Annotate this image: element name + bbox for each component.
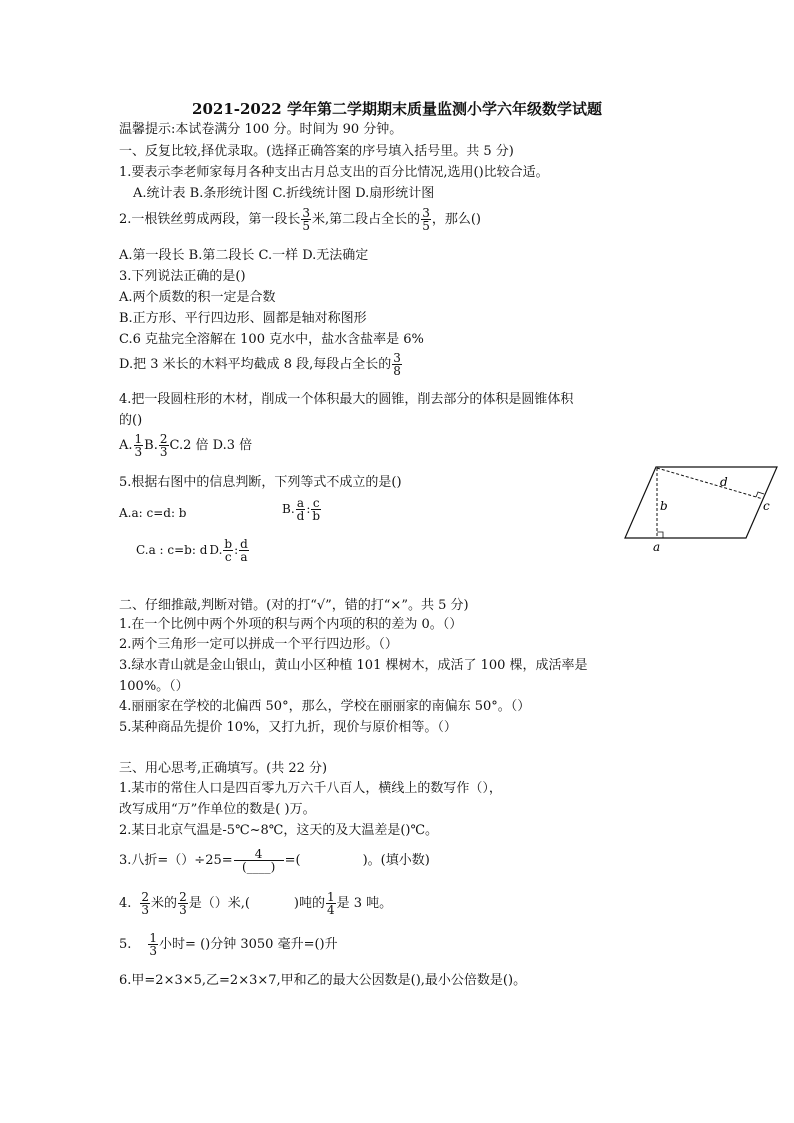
s3-q2: 2.某日北京气温是-5℃~8℃，这天的及大温差是()℃。 — [119, 823, 439, 838]
fraction: $\frac{d}{a}$ — [240, 537, 248, 564]
fraction: $\frac{3}{5}$ — [422, 206, 430, 233]
s1-q5-option-cd: C.a : c=b: d D. $\frac{b}{c}$ : $\frac{d}{a}$ — [136, 537, 248, 564]
s1-q3-option-c: C.6 克盐完全溶解在 100 克水中，盐水含盐率是 6% — [119, 332, 424, 347]
s2-q3-line2: 100%。（） — [119, 679, 189, 694]
s1-q5-option-a: A.a: c=d: b — [119, 506, 187, 520]
s1-q4-line2: 的() — [119, 413, 143, 428]
s3-q3: 3.八折=（）÷25= $\frac{4}{(\_\_\_\_)}$ =( )。(填小数) — [119, 847, 430, 874]
label-c: c — [763, 499, 770, 513]
s2-q4: 4.丽丽家在学校的北偏西 50°，那么，学校在丽丽家的南偏东 50°。（） — [119, 699, 531, 714]
s1-q5-option-b: B. $\frac{a}{d}$ : $\frac{c}{b}$ — [282, 496, 321, 523]
diagonal-line-d — [657, 468, 763, 499]
s1-q2-options: A.第一段长 B.第二段长 C.一样 D.无法确定 — [119, 248, 369, 263]
s1-q3-option-b: B.正方形、平行四边形、圆都是轴对称图形 — [119, 311, 367, 326]
label-b: b — [660, 499, 668, 513]
s1-q3: 3.下列说法正确的是() — [119, 269, 246, 284]
fraction: $\frac{c}{b}$ — [312, 496, 321, 523]
s2-q3-line1: 3.绿水青山就是金山银山，黄山小区种植 101 棵树木，成活了 100 棵，成活率是 — [119, 658, 588, 673]
s1-q4-line1: 4.把一段圆柱形的木材，削成一个体积最大的圆锥，削去部分的体积是圆锥体积 — [119, 392, 574, 407]
fraction: $\frac{2}{3}$ — [179, 890, 187, 917]
fraction: $\frac{1}{3}$ — [134, 432, 143, 459]
s2-q1: 1.在一个比例中两个外项的积与两个内项的积的差为 0。（） — [119, 617, 463, 632]
s3-q4: 4. $\frac{2}{3}$ 米的 $\frac{2}{3}$ 是（）米,( )吨的 $\frac{1}{4}$ 是 3 吨。 — [119, 890, 393, 917]
s1-q1: 1.要表示李老师家每月各种支出古月总支出的百分比情况,选用()比较合适。 — [119, 165, 549, 180]
s3-q5: 5. $\frac{1}{3}$ 小时= ()分钟 3050 毫升=()升 — [119, 931, 338, 958]
s1-q3-option-a: A.两个质数的积一定是合数 — [119, 290, 276, 305]
section1-heading: 一、反复比较,择优录取。(选择正确答案的序号填入括号里。共 5 分) — [119, 144, 514, 159]
right-angle-mark — [657, 532, 663, 538]
fraction: $\frac{a}{d}$ — [296, 496, 305, 523]
fraction: $\frac{1}{3}$ — [149, 931, 158, 958]
fraction: $\frac{b}{c}$ — [224, 537, 233, 564]
s2-q2: 2.两个三角形一定可以拼成一个平行四边形。（） — [119, 637, 398, 652]
fraction: $\frac{3}{5}$ — [302, 206, 311, 233]
exam-title: 2021-2022 学年第二学期期末质量监测小学六年级数学试题 — [192, 100, 602, 118]
right-angle-mark — [756, 492, 764, 497]
s1-q1-options: A.统计表 B.条形统计图 C.折线统计图 D.扇形统计图 — [133, 186, 435, 201]
fraction: $\frac{4}{(\_\_\_\_)}$ — [234, 848, 284, 873]
s3-q6: 6.甲=2×3×5,乙=2×3×7,甲和乙的最大公因数是(),最小公倍数是()。 — [119, 973, 527, 988]
parallelogram-figure — [620, 462, 780, 554]
label-d: d — [720, 475, 728, 489]
s1-q5: 5.根据右图中的信息判断，下列等式不成立的是() — [119, 475, 402, 490]
s1-q4-options: A. $\frac{1}{3}$ B. $\frac{2}{3}$ C.2 倍 D.3 倍 — [119, 432, 253, 459]
s1-q2: 2.一根铁丝剪成两段，第一段长 $\frac{3}{5}$ 米,第二段占全长的 $\frac{3}{5}$ ，那么() — [119, 206, 481, 233]
tip-text: 温馨提示:本试卷满分 100 分。时间为 90 分钟。 — [119, 122, 403, 137]
s2-q5: 5.某种商品先提价 10%，又打九折，现价与原价相等。（） — [119, 720, 457, 735]
s3-q1-line1: 1.某市的常住人口是四百零九万六千八百人，横线上的数写作（）， — [119, 781, 502, 796]
section2-heading: 二、仔细推敲,判断对错。(对的打“√”，错的打“×”。共 5 分) — [119, 598, 469, 613]
label-a: a — [653, 540, 661, 554]
s3-q1-line2: 改写成用“万”作单位的数是( )万。 — [119, 802, 316, 817]
fraction: $\frac{2}{3}$ — [141, 890, 150, 917]
fraction: $\frac{2}{3}$ — [159, 432, 168, 459]
fraction: $\frac{1}{4}$ — [327, 890, 335, 917]
fraction: $\frac{3}{8}$ — [393, 351, 401, 378]
parallelogram — [625, 467, 777, 538]
section3-heading: 三、用心思考,正确填写。(共 22 分) — [119, 761, 328, 776]
s1-q3-option-d: D.把 3 米长的木料平均截成 8 段,每段占全长的 $\frac{3}{8}$ — [119, 351, 401, 378]
